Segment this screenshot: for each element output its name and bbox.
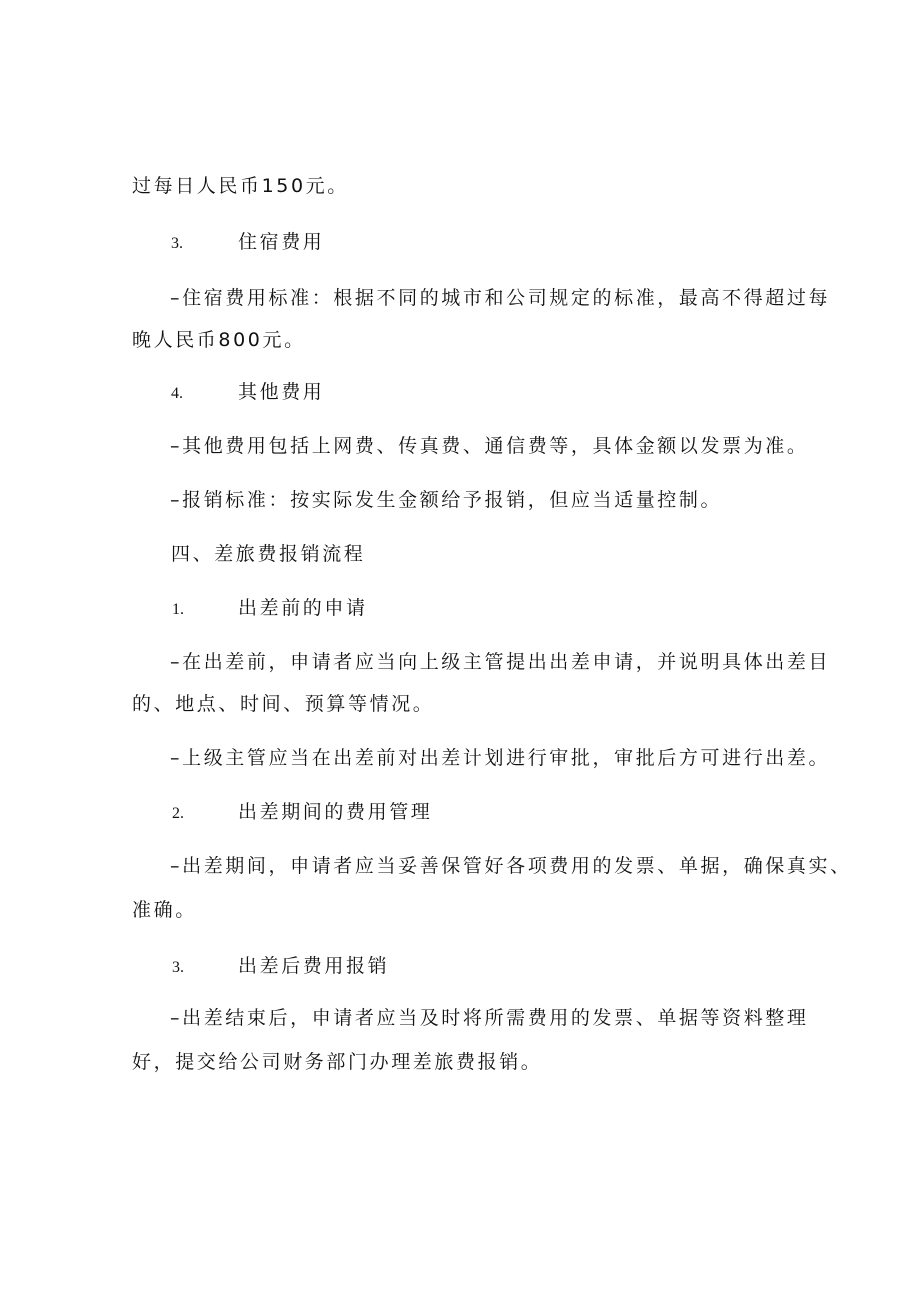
subheading-number: 3. <box>171 235 183 252</box>
text-line: –报销标准：按实际发生金额给予报销，但应当适量控制。 <box>170 489 723 511</box>
text-line: –出差结束后，申请者应当及时将所需费用的发票、单据等资料整理 <box>170 1007 809 1029</box>
text-line: 好，提交给公司财务部门办理差旅费报销。 <box>132 1051 543 1073</box>
text-line: –在出差前，申请者应当向上级主管提出出差申请，并说明具体出差目 <box>170 651 831 673</box>
subheading-title: 出差后费用报销 <box>238 955 390 977</box>
text-line: –上级主管应当在出差前对出差计划进行审批，审批后方可进行出差。 <box>170 747 831 769</box>
text-line: –其他费用包括上网费、传真费、通信费等，具体金额以发票为准。 <box>170 435 809 457</box>
subheading-title: 出差前的申请 <box>238 597 368 619</box>
subheading-title: 其他费用 <box>238 381 325 403</box>
subheading-number: 2. <box>172 805 184 822</box>
text-line: 过每日人民币150元。 <box>132 175 349 197</box>
subheading-title: 出差期间的费用管理 <box>238 801 433 823</box>
subheading-number: 4. <box>171 385 183 402</box>
text-line: 晚人民币800元。 <box>132 329 306 351</box>
text-line: –出差期间，申请者应当妥善保管好各项费用的发票、单据，确保真实、 <box>170 855 852 877</box>
section-heading: 四、差旅费报销流程 <box>171 543 366 565</box>
text-line: 的、地点、时间、预算等情况。 <box>132 693 435 715</box>
text-line: –住宿费用标准：根据不同的城市和公司规定的标准，最高不得超过每 <box>170 287 831 309</box>
subheading-number: 3. <box>172 959 184 976</box>
subheading-number: 1. <box>172 601 184 618</box>
subheading-title: 住宿费用 <box>238 231 325 253</box>
text-line: 准确。 <box>132 899 197 921</box>
